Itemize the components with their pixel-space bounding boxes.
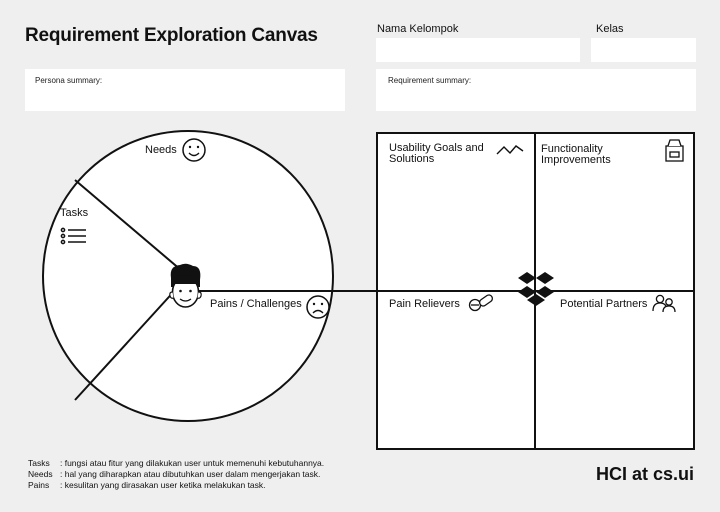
requirement-summary-label: Requirement summary: (388, 76, 472, 85)
needs-label: Needs (145, 144, 177, 156)
functionality-improvements-label: Functionality Improvements (541, 143, 611, 166)
task-list-icon (61, 228, 86, 243)
legend-row-tasks: Tasks : fungsi atau fitur yang dilakukan user untuk memenuhi kebutuhannya. (28, 458, 325, 468)
legend (28, 458, 324, 491)
legend-row-needs: Needs : hal yang diharapkan atau dibutuhkan user dalam mengerjakan task. (28, 469, 321, 479)
potential-partners-label: Potential Partners (560, 298, 648, 310)
sad-face-icon (307, 296, 329, 318)
tasks-label: Tasks (60, 207, 89, 219)
page-title: Requirement Exploration Canvas (25, 25, 318, 46)
class-label: Kelas (596, 23, 624, 35)
persona-summary-label: Persona summary: (35, 76, 103, 85)
person-face-icon (170, 264, 201, 307)
legend-row-pains: Pains : kesulitan yang dirasakan user ketika melakukan task. (28, 480, 266, 490)
pains-challenges-label: Pains / Challenges (210, 298, 302, 310)
usability-goals-label: Usability Goals and Solutions (389, 142, 484, 165)
brand-footer: HCI at cs.ui (595, 464, 694, 484)
smiley-icon (183, 139, 205, 161)
group-name-label: Nama Kelompok (377, 23, 459, 35)
pain-relievers-label: Pain Relievers (389, 298, 460, 310)
package-box-icon (666, 140, 683, 161)
